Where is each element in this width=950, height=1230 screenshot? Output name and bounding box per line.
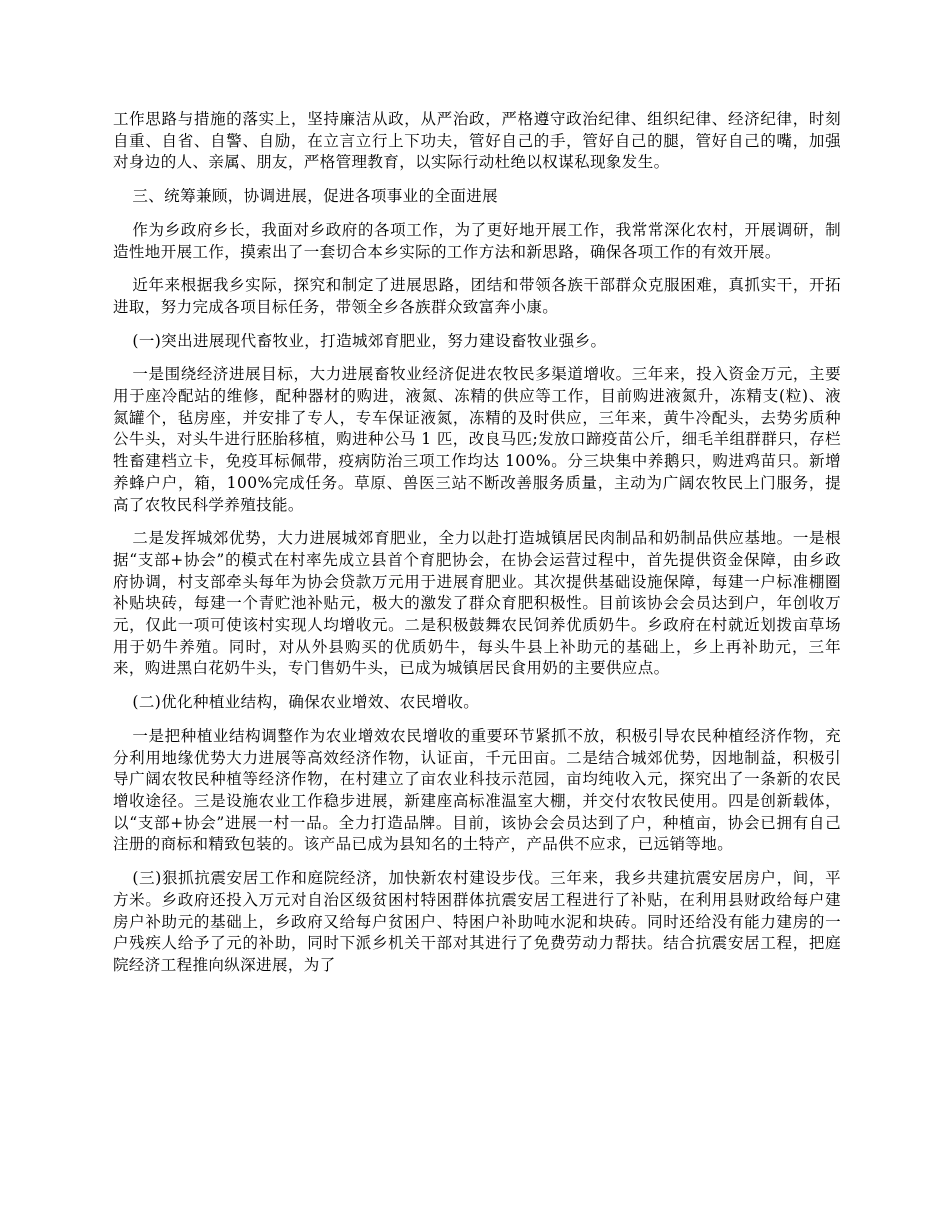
- paragraph-4: 近年来根据我乡实际，探究和制定了进展思路，团结和带领各族干部群众克服困难，真抓实干，开拓进取，努力完成各项目标任务，带领全乡各族群众致富奔小康。: [113, 276, 841, 316]
- subheading-1: (一)突出进展现代畜牧业，打造城郊育肥业，努力建设畜牧业强乡。: [132, 331, 607, 350]
- document-page: [113, 109, 841, 989]
- subheading-2: (二)优化种植业结构，确保农业增效、农民增收。: [132, 693, 480, 712]
- paragraph-9: 一是把种植业结构调整作为农业增效农民增收的重要环节紧抓不放，积极引导农民种植经济作物，充分利用地缘优势大力进展等高效经济作物，认证亩，千元田亩。二是结合城郊优势，因地制益，积极引导广阔农牧民种植等经济作物，在村建立了亩农业科技示范园，亩均纯收入元，探究出了一条新的农民增收途径。三是设施农业工作稳步进展，新建座高标准温室大棚，并交付农牧民使用。四是创新载体，以“支部+协会”进展一村一品。全力打造品牌。目前，该协会会员达到了户，种植亩，协会已拥有自己注册的商标和精致包装的。该产品已成为县知名的土特产，产品供不应求，已远销等地。: [113, 726, 841, 854]
- paragraph-10: (三)狠抓抗震安居工作和庭院经济，加快新农村建设步伐。三年来，我乡共建抗震安居房户，间，平方米。乡政府还投入万元对自治区级贫困村特困群体抗震安居工程进行了补贴，在利用县财政给每户建房户补助元的基础上，乡政府又给每户贫困户、特困户补助吨水泥和块砖。同时还给没有能力建房的一户残疾人给予了元的补助，同时下派乡机关干部对其进行了免费劳动力帮扶。结合抗震安居工程，把庭院经济工程推向纵深进展，为了: [113, 869, 841, 974]
- paragraph-3: 作为乡政府乡长，我面对乡政府的各项工作，为了更好地开展工作，我常常深化农村，开展调研，制造性地开展工作，摸索出了一套切合本乡实际的工作方法和新思路，确保各项工作的有效开展。: [113, 220, 841, 261]
- paragraph-7: 二是发挥城郊优势，大力进展城郊育肥业，全力以赴打造城镇居民肉制品和奶制品供应基地。一是根据“支部+协会”的模式在村率先成立县首个育肥协会，在协会运营过程中，首先提供资金保障，由乡政府协调，村支部牵头每年为协会贷款万元用于进展育肥业。其次提供基础设施保障，每建一户标准棚圈补贴块砖，每建一个青贮池补贴元，极大的激发了群众育肥积极性。目前该协会会员达到户，年创收万元，仅此一项可使该村实现人均增收元。二是积极鼓舞农民饲养优质奶牛。乡政府在村就近划拨亩草场用于奶牛养殖。同时，对从外县购买的优质奶牛，每头牛县上补助元的基础上，乡上再补助元，三年来，购进黑白花奶牛头，专门售奶牛头，已成为城镇居民食用奶的主要供应点。: [113, 529, 841, 678]
- paragraph-6: 一是围绕经济进展目标，大力进展畜牧业经济促进农牧民多渠道增收。三年来，投入资金万元，主要用于座冷配站的维修，配种器材的购进，液氮、冻精的供应等工作，目前购进液氮升，冻精支(粒)、液氮罐个，毡房座，并安排了专人，专车保证液氮，冻精的及时供应，三年来，黄牛冷配头，去势劣质种公牛头，对头牛进行胚胎移植，购进种公马 1 匹，改良马匹;发放口蹄疫苗公斤，细毛羊组群群只，存栏牲畜建档立卡，免疫耳标佩带，疫病防治三项工作均达 100%。分三块集中养鹅只，购进鸡苗只。新增养蜂户户，箱，100%完成任务。草原、兽医三站不断改善服务质量，主动为广阔农牧民上门服务，提高了农牧民科学养殖技能。: [113, 365, 841, 514]
- paragraph-1: 工作思路与措施的落实上，坚持廉洁从政，从严治政，严格遵守政治纪律、组织纪律、经济纪律，时刻自重、自省、自警、自励，在立言立行上下功夫，管好自己的手，管好自己的腿，管好自己的嘴，加强对身边的人、亲属、朋友，严格管理教育，以实际行动杜绝以权谋私现象发生。: [113, 110, 841, 172]
- section-heading-3: 三、统筹兼顾，协调进展，促进各项事业的全面进展: [132, 187, 499, 206]
